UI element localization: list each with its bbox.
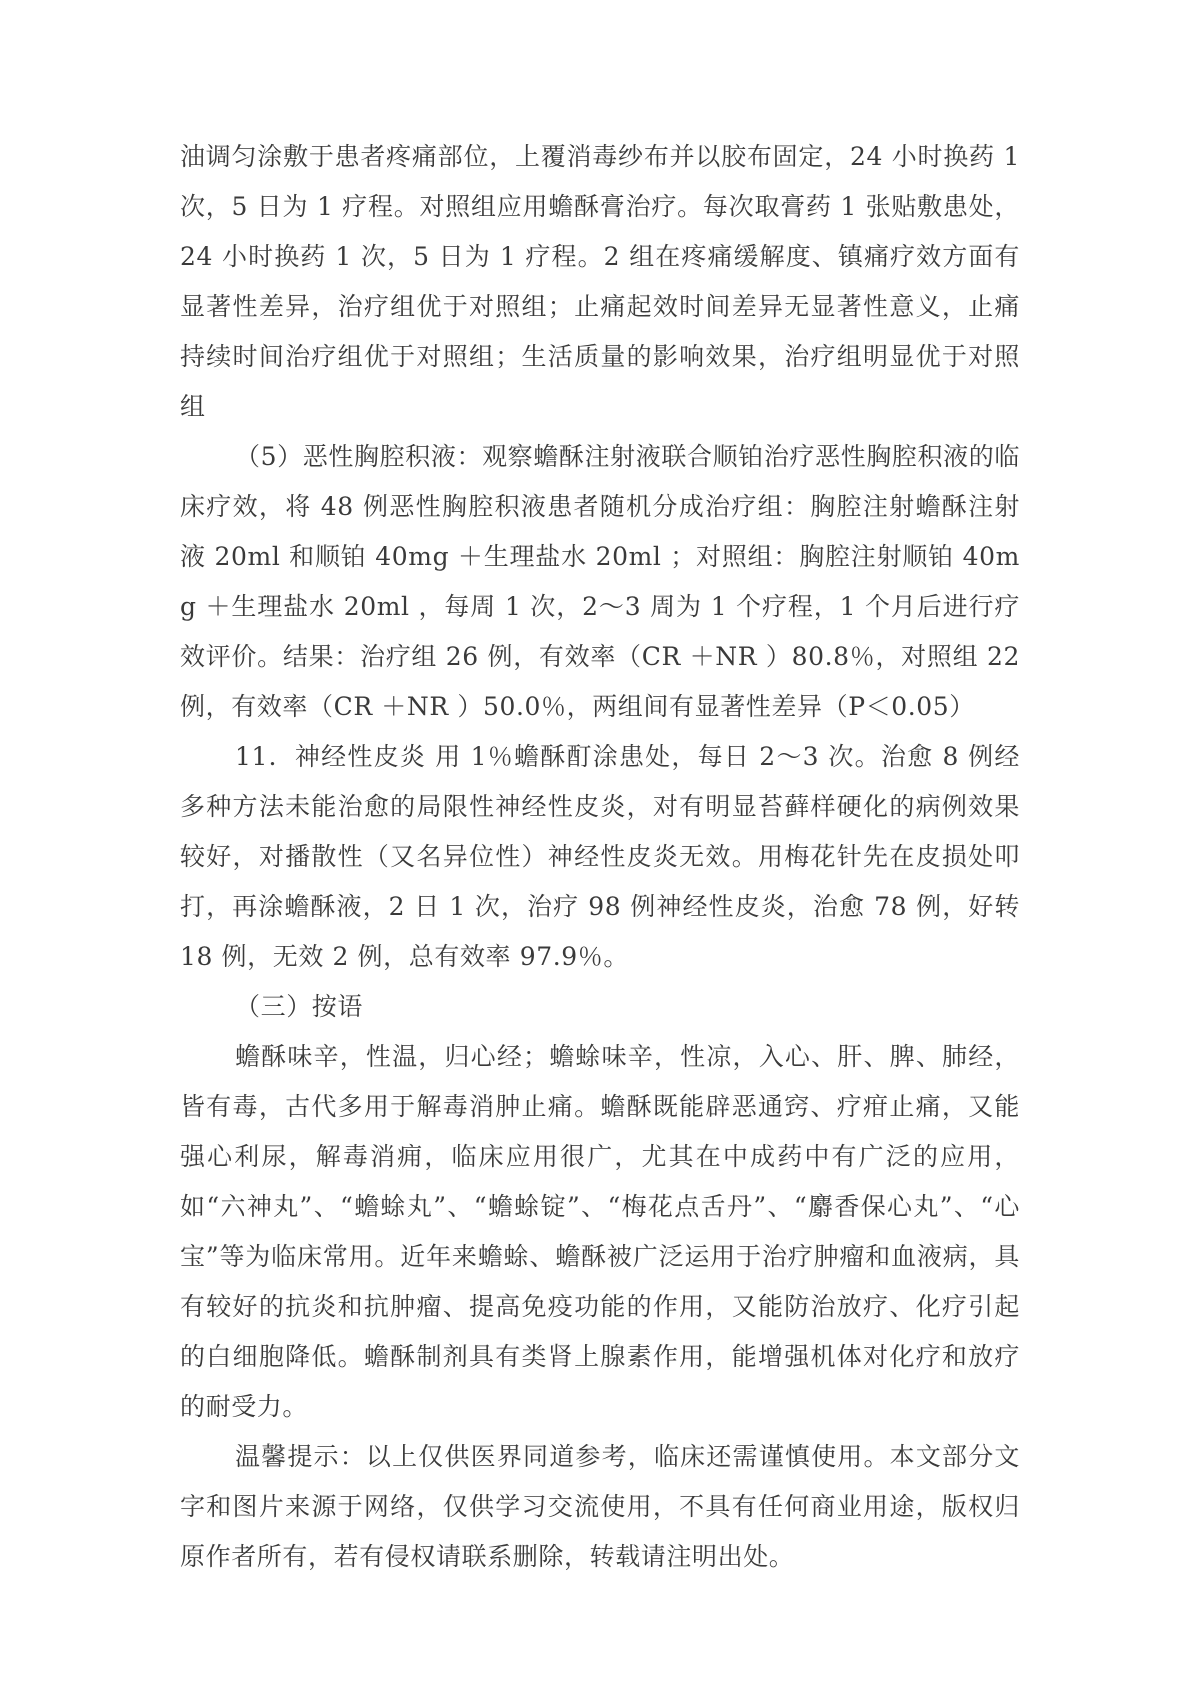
paragraph-commentary: 蟾酥味辛，性温，归心经；蟾蜍味辛，性凉，入心、肝、脾、肺经，皆有毒，古代多用于解毒消肿止痛。蟾酥既能辟恶通窍、疗疳止痛，又能强心利尿，解毒消痈，临床应用很广，尤其在中成药中有广泛的应用，如“六神丸”、“蟾蜍丸”、“蟾蜍锭”、“梅花点舌丹”、“麝香保心丸”、“心宝”等为临床常用。近年来蟾蜍、蟾酥被广泛运用于治疗肿瘤和血液病，具有较好的抗炎和抗肿瘤、提高免疫功能的作用，又能防治放疗、化疗引起的白细胞降低。蟾酥制剂具有类肾上腺素作用，能增强机体对化疗和放疗的耐受力。 — [180, 1042, 1020, 1421]
paragraph-disclaimer: 温馨提示：以上仅供医界同道参考，临床还需谨慎使用。本文部分文字和图片来源于网络，仅供学习交流使用，不具有任何商业用途，版权归原作者所有，若有侵权请联系删除，转载请注明出处。 — [180, 1442, 1020, 1571]
section-heading-commentary: （三）按语 — [235, 992, 364, 1021]
document-body — [180, 132, 1020, 1582]
paragraph-pleural-effusion: （5）恶性胸腔积液：观察蟾酥注射液联合顺铂治疗恶性胸腔积液的临床疗效，将 48 例恶性胸腔积液患者随机分成治疗组：胸腔注射蟾酥注射液 20ml 和顺铂 40mg ＋生理盐水 20ml ；对照组：胸腔注射顺铂 40mg ＋生理盐水 20ml ，每周 1 次，2～3 周为 1 个疗程，1 个月后进行疗效评价。结果：治疗组 26 例，有效率（CR ＋NR ）80.8％，对照组 22 例，有效率（CR ＋NR ）50.0％，两组间有显著性差异（P＜0.05） — [180, 442, 1020, 721]
paragraph-neurodermatitis: 11．神经性皮炎 用 1％蟾酥酊涂患处，每日 2～3 次。治愈 8 例经多种方法未能治愈的局限性神经性皮炎，对有明显苔藓样硬化的病例效果较好，对播散性（又名异位性）神经性皮炎无效。用梅花针先在皮损处叩打，再涂蟾酥液，2 日 1 次，治疗 98 例神经性皮炎，治愈 78 例，好转 18 例，无效 2 例，总有效率 97.9％。 — [180, 742, 1020, 971]
paragraph-treatment-continued: 油调匀涂敷于患者疼痛部位，上覆消毒纱布并以胶布固定，24 小时换药 1 次，5 日为 1 疗程。对照组应用蟾酥膏治疗。每次取膏药 1 张贴敷患处，24 小时换药 1 次，5 日为 1 疗程。2 组在疼痛缓解度、镇痛疗效方面有显著性差异，治疗组优于对照组；止痛起效时间差异无显著性意义，止痛持续时间治疗组优于对照组；生活质量的影响效果，治疗组明显优于对照组 — [180, 142, 1020, 421]
